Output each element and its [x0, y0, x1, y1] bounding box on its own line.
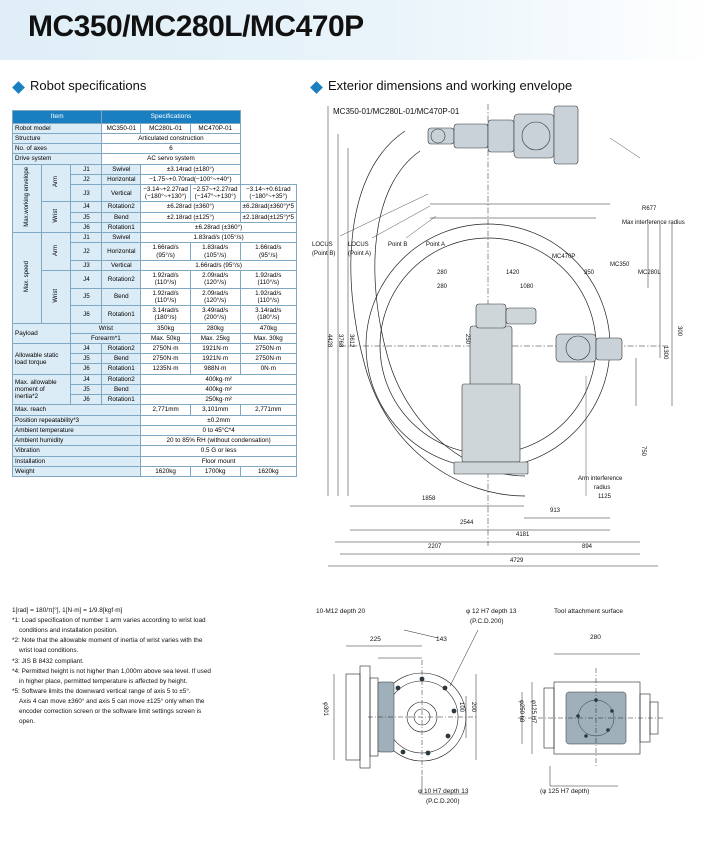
table-row: Max.working envelope Arm J1 Swivel ±3.14rad (±180°) [13, 164, 297, 174]
group-arm: Arm [42, 233, 71, 271]
depth-note: (φ 125 H7 depth) [540, 788, 590, 795]
table-row: Structure Articulated construction [13, 133, 297, 143]
dim-913: 913 [550, 508, 561, 514]
point-a-label: Point A [426, 242, 446, 248]
dim-1080: 1080 [520, 284, 534, 290]
table-row: J2 Horizontal 1.66rad/s (95°/s) 1.83rad/s (105°/s) 1.66rad/s (95°/s) [13, 243, 297, 260]
table-row: J5 Bend 1.92rad/s (110°/s) 2.09rad/s (120°/s) 1.92rad/s (110°/s) [13, 288, 297, 305]
right-section-heading: Exterior dimensions and working envelope [312, 80, 572, 95]
table-row: No. of axes 6 [13, 144, 297, 154]
dim-250: 250 [464, 334, 470, 345]
group-wrist: Wrist [42, 202, 71, 233]
dim-143: 143 [436, 636, 447, 643]
table-row: J6 Rotation1 250kg·m² [13, 395, 297, 405]
flange-detail-drawings [318, 616, 708, 816]
table-row: Payload Wrist 350kg 280kg 470kg [13, 323, 297, 333]
col-header-item: Item [13, 111, 102, 124]
table-row: J3 Vertical 1.66rad/s (95°/s) [13, 260, 297, 270]
detail-drawings-panel [316, 608, 708, 826]
left-section-heading: Robot specifications [14, 80, 146, 95]
dim-200: 200 [470, 702, 476, 713]
table-row: J6 Rotation1 3.14rad/s (180°/s) 3.49rad/s (200°/s) 3.14rad/s (180°/s) [13, 306, 297, 323]
footnote: Axis 4 can move ±360° and axis 5 can move ±125° only when the [19, 697, 205, 705]
table-row: Vibration 0.5 G or less [13, 446, 297, 456]
table-row: J6 Rotation1 1235N·m 988N·m 0N·m [13, 364, 297, 374]
point-b-label: Point B [388, 242, 408, 248]
dim-4428: 4428 [326, 334, 332, 348]
bottom-hole-pcd: (P.C.D.200) [426, 798, 460, 805]
right-subheading: MC350-01/MC280L-01/MC470P-01 [333, 107, 460, 116]
dim-4729: 4729 [510, 558, 524, 564]
dim-750: 750 [640, 446, 646, 457]
footnote: conditions and installation position. [19, 627, 118, 635]
hole-note: φ 12 H7 depth 13 [466, 608, 517, 615]
table-row: J5 Bend 2750N·m 1921N·m 2750N·m [13, 354, 297, 364]
dim-2544: 2544 [460, 520, 474, 526]
table-row: Weight 1620kg 1700kg 1620kg [13, 466, 297, 476]
dim-100: 100 [458, 702, 464, 713]
group-speed: Max. speed [13, 233, 42, 323]
model-label-mc280l: MC280L [638, 270, 661, 276]
locus-a-sub: (Point A) [348, 251, 372, 257]
dim-3612: 3612 [348, 334, 354, 348]
table-row: Wrist J4 Rotation2 1.92rad/s (110°/s) 2.09rad/s (120°/s) 1.92rad/s (110°/s) [13, 271, 297, 288]
arm-interference-label: Arm interference [578, 476, 623, 482]
footnote: *3: JIS B 8432 compliant. [12, 657, 84, 665]
max-interference-label: Max interference radius [622, 220, 685, 226]
group-arm: Arm [42, 164, 71, 202]
robot-specifications-table [12, 110, 297, 477]
table-row: Robot model MC350-01 MC280L-01 MC470P-01 [13, 123, 297, 133]
footnote: encoder correction screen or the software limit settings screen is [19, 708, 202, 716]
tool-surface-title: Tool attachment surface [554, 608, 624, 615]
footnotes [12, 606, 302, 727]
dim-280-detail: 280 [590, 634, 601, 641]
model-label-mc350: MC350 [610, 262, 630, 268]
table-row: Max. speed Arm J1 Swivel 1.83rad/s (105°/s) [13, 233, 297, 243]
arm-radius-label: radius [594, 485, 611, 491]
table-row: J6 Rotation1 ±6.28rad (±360°) [13, 222, 297, 232]
table-row: Max. reach 2,771mm 3,101mm 2,771mm [13, 405, 297, 415]
dim-350: 350 [584, 270, 595, 276]
dim-1300: 1300 [662, 346, 668, 360]
table-row: Forearm*1 Max. 50kg Max. 25kg Max. 30kg [13, 333, 297, 343]
working-envelope-drawing [310, 76, 706, 576]
table-row: Ambient humidity 20 to 85% RH (without condensation) [13, 436, 297, 446]
locus-a-label: LOCUS [348, 242, 369, 248]
footnote: *1: Load specification of number 1 arm varies according to wrist load [12, 617, 206, 625]
table-row: J2 Horizontal −1.75~+0.70rad(−100°~+40°) [13, 174, 297, 184]
footnote: *2: Note that the allowable moment of inertia of wrist varies with the [12, 637, 203, 645]
group-wrist: Wrist [42, 271, 71, 323]
footnote: in higher place, permitted temperature is affected by height. [19, 677, 188, 685]
dim-280-second: 280 [437, 284, 448, 290]
footnote: *4: Permitted height is not higher than 1,000m above sea level. If used [12, 667, 211, 675]
table-row: Installation Floor mount [13, 456, 297, 466]
table-row: Wrist J4 Rotation2 ±6.28rad (±360°) ±6.28rad(±360°)*5 [13, 202, 297, 212]
r677-label: R677 [642, 206, 657, 212]
locus-b-label: LOCUS [312, 242, 333, 248]
footnote: wrist load conditions. [19, 647, 79, 655]
arm-radius-value: 1125 [598, 494, 611, 500]
dim-3768: 3768 [337, 334, 343, 348]
footnote: open. [19, 718, 35, 726]
locus-b-sub: (Point B) [312, 251, 336, 257]
table-row: J5 Bend 400kg·m² [13, 384, 297, 394]
diamond-bullet-icon [12, 81, 25, 94]
bolt-note: 10-M12 depth 20 [316, 608, 366, 615]
bottom-hole-note: φ 10 H7 depth 13 [418, 788, 469, 795]
page-title: MC350/MC280L/MC470P [28, 10, 364, 43]
table-row: Ambient temperature 0 to 45°C*4 [13, 425, 297, 435]
dim-4181: 4181 [516, 532, 530, 538]
page-header [0, 0, 712, 60]
dia-250: φ250 h8 [518, 700, 524, 723]
group-envelope: Max.working envelope [13, 164, 42, 233]
dim-225: 225 [370, 636, 381, 643]
table-row: Allowable static load torque J4 Rotation2 2750N·m 1921N·m 2750N·m [13, 343, 297, 353]
dia-301: φ301 [322, 702, 328, 716]
table-row: J3 Vertical −3.14~+2.27rad (−180°~+130°) −2.57~+2.27rad (−147°~+130°) −3.14~+0.61rad (−180°~+35°) [13, 184, 297, 201]
dim-1858: 1858 [422, 496, 436, 502]
col-header-specifications: Specifications [102, 111, 240, 124]
model-label-mc470p: MC470P [552, 254, 576, 260]
dia-125: φ125 H7 [530, 700, 536, 724]
table-row: Drive system AC servo system [13, 154, 297, 164]
footnote: 1[rad] = 180/π[°], 1[N·m] = 1/9.8[kgf·m] [12, 607, 123, 614]
hole-pcd-note: (P.C.D.200) [470, 618, 504, 625]
dim-2207: 2207 [428, 544, 442, 550]
dim-280-top: 280 [437, 270, 448, 276]
dim-300: 300 [676, 326, 682, 337]
dim-894: 894 [582, 544, 593, 550]
table-row: Max. allowable moment of inertia*2 J4 Rotation2 400kg·m² [13, 374, 297, 384]
table-row: J5 Bend ±2.18rad (±125°) ±2.18rad(±125°)*5 [13, 212, 297, 222]
dim-1420: 1420 [506, 270, 520, 276]
table-header-row [13, 111, 297, 124]
footnote: *5: Software limits the downward vertical range of axis 5 to ±5°. [12, 687, 191, 695]
table-row: Position repeatability*3 ±0.2mm [13, 415, 297, 425]
